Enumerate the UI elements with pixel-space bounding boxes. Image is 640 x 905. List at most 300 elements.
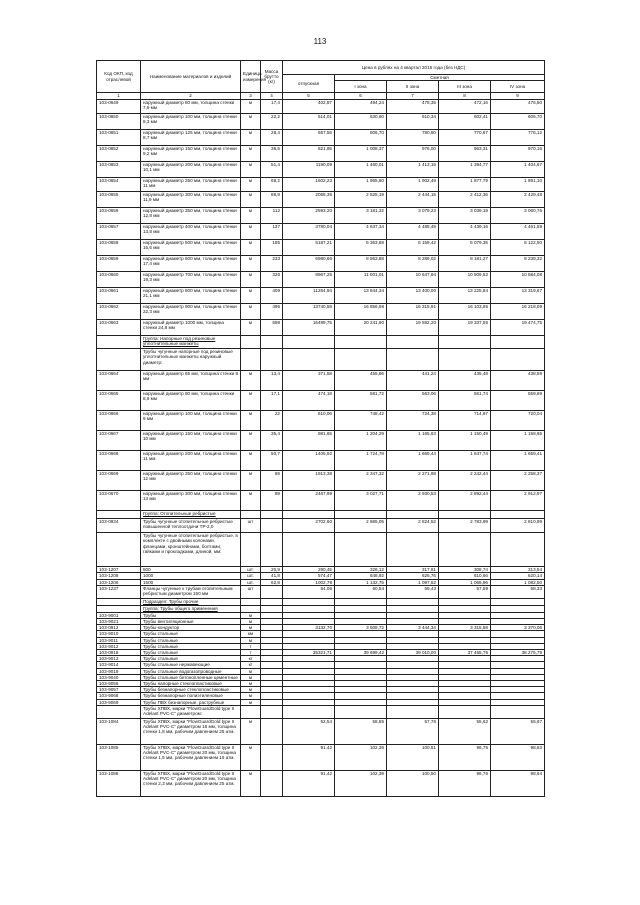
zone-3-price-cell [439,349,491,371]
name-cell: Трубы стальные [141,650,241,656]
zone-2-price-cell: 1 165,63 [387,431,439,451]
mass-cell: 51,4 [261,162,283,178]
zone-4-price-cell: 8 239,32 [491,256,545,272]
name-cell: наружный диаметр 1000 мм, толщина стенки 24,8 мм [141,320,241,336]
zone-3-price-cell: 2 783,99 [439,519,491,533]
mass-cell: 20,9 [261,567,283,573]
zone-4-price-cell: 98,64 [491,770,545,796]
zone-4-price-cell [491,349,545,371]
zone-4-price-cell: 3 060,76 [491,208,545,224]
mass-cell: 233 [261,256,283,272]
price-table [96,60,545,797]
name-cell: наружный диаметр 400 мм, толщина стенки 13,8 мм [141,224,241,240]
release-price-cell: 1913,38 [283,471,335,491]
zone-1-price-cell [335,598,387,605]
zone-3-price-cell: 602,41 [439,114,491,130]
code-cell [97,705,141,718]
mass-cell [261,349,283,371]
index-cell: 2 [141,93,241,100]
code-cell: 103-0652 [97,146,141,162]
release-price-cell: 2058,35 [283,192,335,208]
name-cell: Трубы-кондуктор [141,625,241,631]
unit-cell: шт [241,519,261,533]
mass-cell: 35,5 [261,146,283,162]
code-cell: 103-9019 [97,668,141,674]
zone-3-price-cell: 2 892,44 [439,491,491,511]
unit-cell: м [241,687,261,693]
release-price-cell: 514,01 [283,114,335,130]
table-row [97,718,545,744]
zone-3-price-cell: 10 509,52 [439,272,491,288]
zone-3-price-cell: 13 225,84 [439,288,491,304]
zone-3-price-cell: 3 315,58 [439,625,491,631]
code-cell: 103-0662 [97,304,141,320]
zone-2-price-cell: 3 079,23 [387,208,439,224]
table-row [97,371,545,391]
index-cell: 5 [283,93,335,100]
code-cell: 103-1084 [97,718,141,744]
zone-1-price-cell: 1 132,75 [335,579,387,585]
zone-2-price-cell: 100,50 [387,770,439,796]
code-cell: 103-9011 [97,637,141,643]
zone-3-price-cell: 1 150,49 [439,431,491,451]
name-cell: Трубы ХПВХ, марки "FlowGuardGold type II Adelant PVC-C" диаметром 20 мм, толщина стенки 2,3 мм, рабочим давлением 25 атм. [141,770,241,796]
unit-cell: шт. [241,579,261,585]
unit-cell [241,336,261,349]
name-cell: Группа: Трубы общего применения [141,605,241,612]
table-row [97,770,545,796]
unit-cell: км [241,631,261,637]
zone-4-price-cell: 1 404,67 [491,162,545,178]
name-cell: Трубы стальные бетонопленные цементные [141,674,241,680]
unit-cell [241,598,261,605]
zone-1-price-cell: 39 699,42 [335,650,387,656]
release-price-cell: 1002,78 [283,579,335,585]
code-cell: 103-0670 [97,491,141,511]
zone-2-price-cell: 8 289,02 [387,256,439,272]
name-cell: Трубы стальные нержавеющие [141,662,241,668]
header-unit: Единица измерения [241,61,261,93]
zone-3-price-cell: 610,66 [439,573,491,579]
name-cell: Трубы чугунные отопительные ребристые повышенной теплоотдачи ТР-2,0 [141,519,241,533]
zone-3-price-cell: 16 103,85 [439,304,491,320]
table-row [97,178,545,192]
zone-4-price-cell [491,511,545,519]
code-cell: 103-9012 [97,643,141,649]
code-cell [97,605,141,612]
mass-cell: 17,4 [261,100,283,114]
release-price-cell: 3132,70 [283,625,335,631]
table-row [97,256,545,272]
zone-1-price-cell: 648,92 [335,573,387,579]
zone-4-price-cell: 10 584,08 [491,272,545,288]
zone-1-price-cell: 2 865,05 [335,519,387,533]
mass-cell [261,718,283,744]
table-row [97,100,545,114]
zone-3-price-cell: 96,76 [439,770,491,796]
table-row [97,650,545,656]
release-price-cell [283,349,335,371]
zone-1-price-cell: 326,12 [335,567,387,573]
name-cell: Трубы стальные [141,637,241,643]
table-row [97,471,545,491]
release-price-cell: 3780,04 [283,224,335,240]
unit-cell: м [241,451,261,471]
mass-cell [261,770,283,796]
name-cell: Трубы стальные [141,643,241,649]
release-price-cell: 981,65 [283,431,335,451]
table-row [97,114,545,130]
name-cell: наружный диаметр 100 мм, толщина стенки 9 мм [141,411,241,431]
zone-4-price-cell: 38 275,79 [491,650,545,656]
name-cell: наружный диаметр 250 мм, толщина стенки 12 мм [141,471,241,491]
table-row [97,130,545,146]
zone-3-price-cell: 4 439,16 [439,224,491,240]
name-cell: наружный диаметр 300 мм, толщина стенки 11,9 мм [141,192,241,208]
unit-cell: м [241,240,261,256]
name-cell: Трубы напорные стеклопластиковые [141,681,241,687]
mass-cell: 69,2 [261,178,283,192]
zone-1-price-cell: 2 525,19 [335,192,387,208]
zone-1-price-cell: 581,72 [335,391,387,411]
release-price-cell [283,705,335,718]
code-cell [97,336,141,349]
name-cell: наружный диаметр 65 мм, толщина стенки 8 мм [141,371,241,391]
unit-cell: м [241,192,261,208]
zone-2-price-cell: 626,76 [387,573,439,579]
zone-4-price-cell: 98,63 [491,744,545,770]
table-row [97,585,545,598]
unit-cell: м [241,100,261,114]
name-cell: Группа: Отопительные ребристые [141,511,241,519]
code-cell: 103-9021 [97,619,141,625]
table-body [97,100,545,797]
zone-4-price-cell: 620,14 [491,573,545,579]
zone-4-price-cell: 720,04 [491,411,545,431]
mass-cell [261,705,283,718]
zone-4-price-cell: 3 370,06 [491,625,545,631]
code-cell: 103-9010 [97,631,141,637]
zone-2-price-cell: 1 413,15 [387,162,439,178]
code-cell: 103-9001 [97,612,141,618]
mass-cell: 137 [261,224,283,240]
name-cell: Трубы стальные [141,656,241,662]
zone-3-price-cell: 3 039,19 [439,208,491,224]
name-cell: наружный диаметр 125 мм, толщина стенки 8,7 мм [141,130,241,146]
code-cell: 103-1206 [97,579,141,585]
zone-4-price-cell [491,605,545,612]
mass-cell: 326 [261,272,283,288]
mass-cell: 50,7 [261,451,283,471]
code-cell: 103-0666 [97,411,141,431]
zone-2-price-cell [387,705,439,718]
code-cell: 103-1207 [97,567,141,573]
zone-1-price-cell: 1 460,01 [335,162,387,178]
unit-cell: м [241,304,261,320]
unit-cell: м [241,699,261,705]
release-price-cell: 610,06 [283,411,335,431]
zone-2-price-cell [387,605,439,612]
zone-2-price-cell: 59,43 [387,585,439,598]
unit-cell: м [241,130,261,146]
mass-cell [261,519,283,533]
code-cell: 103-0656 [97,208,141,224]
release-price-cell [283,533,335,567]
name-cell: 1000 [141,573,241,579]
name-cell: Трубы [141,612,241,618]
name-cell: 1500 [141,579,241,585]
name-cell: наружный диаметр 700 мм, толщина стенки 19,3 мм [141,272,241,288]
unit-cell: м [241,146,261,162]
table-row [97,391,545,411]
table-row [97,240,545,256]
unit-cell: м [241,320,261,336]
mass-cell [261,744,283,770]
index-cell: 1 [97,93,141,100]
release-price-cell: 2467,99 [283,491,335,511]
unit-cell: шт. [241,567,261,573]
zone-4-price-cell [491,533,545,567]
zone-2-price-cell [387,349,439,371]
zone-1-price-cell [335,705,387,718]
zone-2-price-cell: 13 400,00 [387,288,439,304]
zone-3-price-cell: 1 394,77 [439,162,491,178]
table-row [97,605,545,612]
code-cell: 103-1208 [97,573,141,579]
zone-2-price-cell: 2 930,53 [387,491,439,511]
zone-4-price-cell: 56,67 [491,718,545,744]
zone-2-price-cell: 2 824,52 [387,519,439,533]
index-cell: 7 [387,93,439,100]
zone-1-price-cell: 102,39 [335,744,387,770]
index-cell: 4 [261,93,283,100]
zone-3-price-cell: 770,67 [439,130,491,146]
table-row [97,162,545,178]
code-cell: 103-1086 [97,770,141,796]
code-cell: 103-0657 [97,224,141,240]
code-cell: 103-9014 [97,662,141,668]
zone-3-price-cell [439,336,491,349]
name-cell: наружный диаметр 200 мм, толщина стенки 10,1 мм [141,162,241,178]
code-cell: 103-0660 [97,272,141,288]
mass-cell [261,511,283,519]
unit-cell [241,533,261,567]
mass-cell: 89 [261,491,283,511]
name-cell: наружный диаметр 80 мм, толщина стенки 8,6 мм [141,391,241,411]
zone-4-price-cell: 4 461,59 [491,224,545,240]
unit-cell: м [241,208,261,224]
mass-cell: 28,4 [261,130,283,146]
unit-cell [241,605,261,612]
release-price-cell: 1602,23 [283,178,335,192]
zone-2-price-cell: 780,80 [387,130,439,146]
zone-2-price-cell: 441,24 [387,371,439,391]
zone-4-price-cell: 13 319,67 [491,288,545,304]
release-price-cell: 1190,09 [283,162,335,178]
zone-3-price-cell: 1 065,96 [439,579,491,585]
unit-cell: м [241,693,261,699]
code-cell: 103-9013 [97,656,141,662]
mass-cell: 22 [261,411,283,431]
name-cell: наружный диаметр 150 мм, толщина стенки 10 мм [141,431,241,451]
zone-1-price-cell: 3 181,32 [335,208,387,224]
zone-3-price-cell: 19 337,55 [439,320,491,336]
page-number: 113 [313,37,327,46]
unit-cell: кг [241,662,261,668]
zone-3-price-cell: 1 647,74 [439,451,491,471]
zone-3-price-cell: 308,74 [439,567,491,573]
unit-cell: м [241,431,261,451]
release-price-cell: 54,06 [283,585,335,598]
table-row [97,272,545,288]
table-row [97,224,545,240]
name-cell: наружный диаметр 800 мм, толщина стенки 21,1 мм [141,288,241,304]
zone-4-price-cell: 1 659,41 [491,451,545,471]
zone-1-price-cell: 630,60 [335,114,387,130]
release-price-cell: 35321,71 [283,650,335,656]
code-cell [97,511,141,519]
table-row [97,146,545,162]
zone-4-price-cell: 606,70 [491,114,545,130]
zone-3-price-cell: 963,31 [439,146,491,162]
zone-4-price-cell: 476,50 [491,100,545,114]
zone-1-price-cell: 6 363,68 [335,240,387,256]
zone-3-price-cell: 714,97 [439,411,491,431]
zone-1-price-cell: 806,70 [335,130,387,146]
header-index-row [97,93,545,100]
zone-1-price-cell: 3 027,71 [335,491,387,511]
zone-1-price-cell: 1 965,60 [335,178,387,192]
release-price-cell: 16499,75 [283,320,335,336]
zone-1-price-cell: 16 856,98 [335,304,387,320]
unit-cell: м [241,256,261,272]
zone-4-price-cell: 16 218,09 [491,304,545,320]
zone-1-price-cell [335,533,387,567]
mass-cell: 88,9 [261,192,283,208]
name-cell: Трубы ХПВХ, марки "FlowGuardGold type II Adelant PVC-C" диаметром 20 мм, толщина стенки 1,5 мм, рабочим давлением 16 атм. [141,744,241,770]
zone-2-price-cell: 16 315,91 [387,304,439,320]
name-cell: Трубы безнапорные стеклопластиковые [141,687,241,693]
zone-2-price-cell: 39 010,00 [387,650,439,656]
zone-2-price-cell: 976,00 [387,146,439,162]
zone-2-price-cell [387,511,439,519]
zone-4-price-cell [491,705,545,718]
zone-3-price-cell: 37 465,75 [439,650,491,656]
zone-4-price-cell: 19 474,75 [491,320,545,336]
zone-1-price-cell: 11 001,01 [335,272,387,288]
code-cell: 103-0650 [97,114,141,130]
release-price-cell: 52,54 [283,718,335,744]
header-estimate: Сметная [335,75,545,81]
code-cell: 103-9040 [97,674,141,680]
zone-4-price-cell: 438,59 [491,371,545,391]
zone-3-price-cell: 2 242,44 [439,471,491,491]
release-price-cell [283,598,335,605]
table-row [97,349,545,371]
table-row [97,304,545,320]
header-zone-4: IV зона [491,81,545,93]
zone-2-price-cell [387,598,439,605]
release-price-cell: 11264,94 [283,288,335,304]
code-cell: 103-0667 [97,431,141,451]
code-cell: 103-0668 [97,451,141,471]
release-price-cell [283,605,335,612]
zone-3-price-cell [439,605,491,612]
zone-4-price-cell: 58,33 [491,585,545,598]
unit-cell: м [241,288,261,304]
mass-cell: 22,2 [261,114,283,130]
zone-2-price-cell: 317,81 [387,567,439,573]
code-cell [97,533,141,567]
code-cell: 103-0665 [97,391,141,411]
header-zone-3: III зона [439,81,491,93]
header-mass: Масса брутто (кг) [261,61,283,93]
zone-3-price-cell: 8 181,27 [439,256,491,272]
zone-1-price-cell: 1 008,37 [335,146,387,162]
zone-4-price-cell [491,336,545,349]
unit-cell: м [241,674,261,680]
release-price-cell: 13740,59 [283,304,335,320]
unit-cell: м [241,612,261,618]
code-cell [97,349,141,371]
zone-4-price-cell: 2 810,99 [491,519,545,533]
mass-cell: 35,4 [261,431,283,451]
release-price-cell [283,336,335,349]
zone-3-price-cell [439,705,491,718]
index-cell: 9 [491,93,545,100]
zone-2-price-cell: 2 271,98 [387,471,439,491]
mass-cell: 112 [261,208,283,224]
index-cell: 3 [241,93,261,100]
zone-1-price-cell: 748,42 [335,411,387,431]
release-price-cell [283,511,335,519]
table-row [97,533,545,567]
code-cell: 103-0649 [97,100,141,114]
zone-4-price-cell: 1 082,50 [491,579,545,585]
code-cell: 103-0651 [97,130,141,146]
zone-1-price-cell: 455,86 [335,371,387,391]
name-cell: Трубы чугунные напорные под резиновые уплотнительные манжеты наружный диаметр: [141,349,241,371]
unit-cell: м [241,391,261,411]
zone-4-price-cell: 1 158,65 [491,431,545,451]
mass-cell: 41,8 [261,573,283,579]
mass-cell: 598 [261,320,283,336]
zone-2-price-cell: 3 444,34 [387,625,439,631]
code-cell: 103-0663 [97,320,141,336]
code-cell: 103-0934 [97,519,141,533]
header-zone-1: I зона [335,81,387,93]
mass-cell: 13,4 [261,371,283,391]
zone-2-price-cell [387,336,439,349]
header-zone-2: II зона [387,81,439,93]
code-cell [97,598,141,605]
zone-3-price-cell [439,598,491,605]
unit-cell: шт. [241,573,261,579]
zone-2-price-cell: 6 159,42 [387,240,439,256]
unit-cell: м [241,681,261,687]
code-cell: 103-0912 [97,625,141,631]
release-price-cell: 91,42 [283,770,335,796]
zone-3-price-cell: 2 412,36 [439,192,491,208]
release-price-cell: 474,18 [283,391,335,411]
table-row [97,511,545,519]
name-cell: наружный диаметр 80 мм, толщина стенки 7,9 мм [141,100,241,114]
release-price-cell: 821,95 [283,146,335,162]
table-header [97,61,545,100]
unit-cell: м [241,718,261,744]
unit-cell: м [241,471,261,491]
table-row [97,598,545,605]
